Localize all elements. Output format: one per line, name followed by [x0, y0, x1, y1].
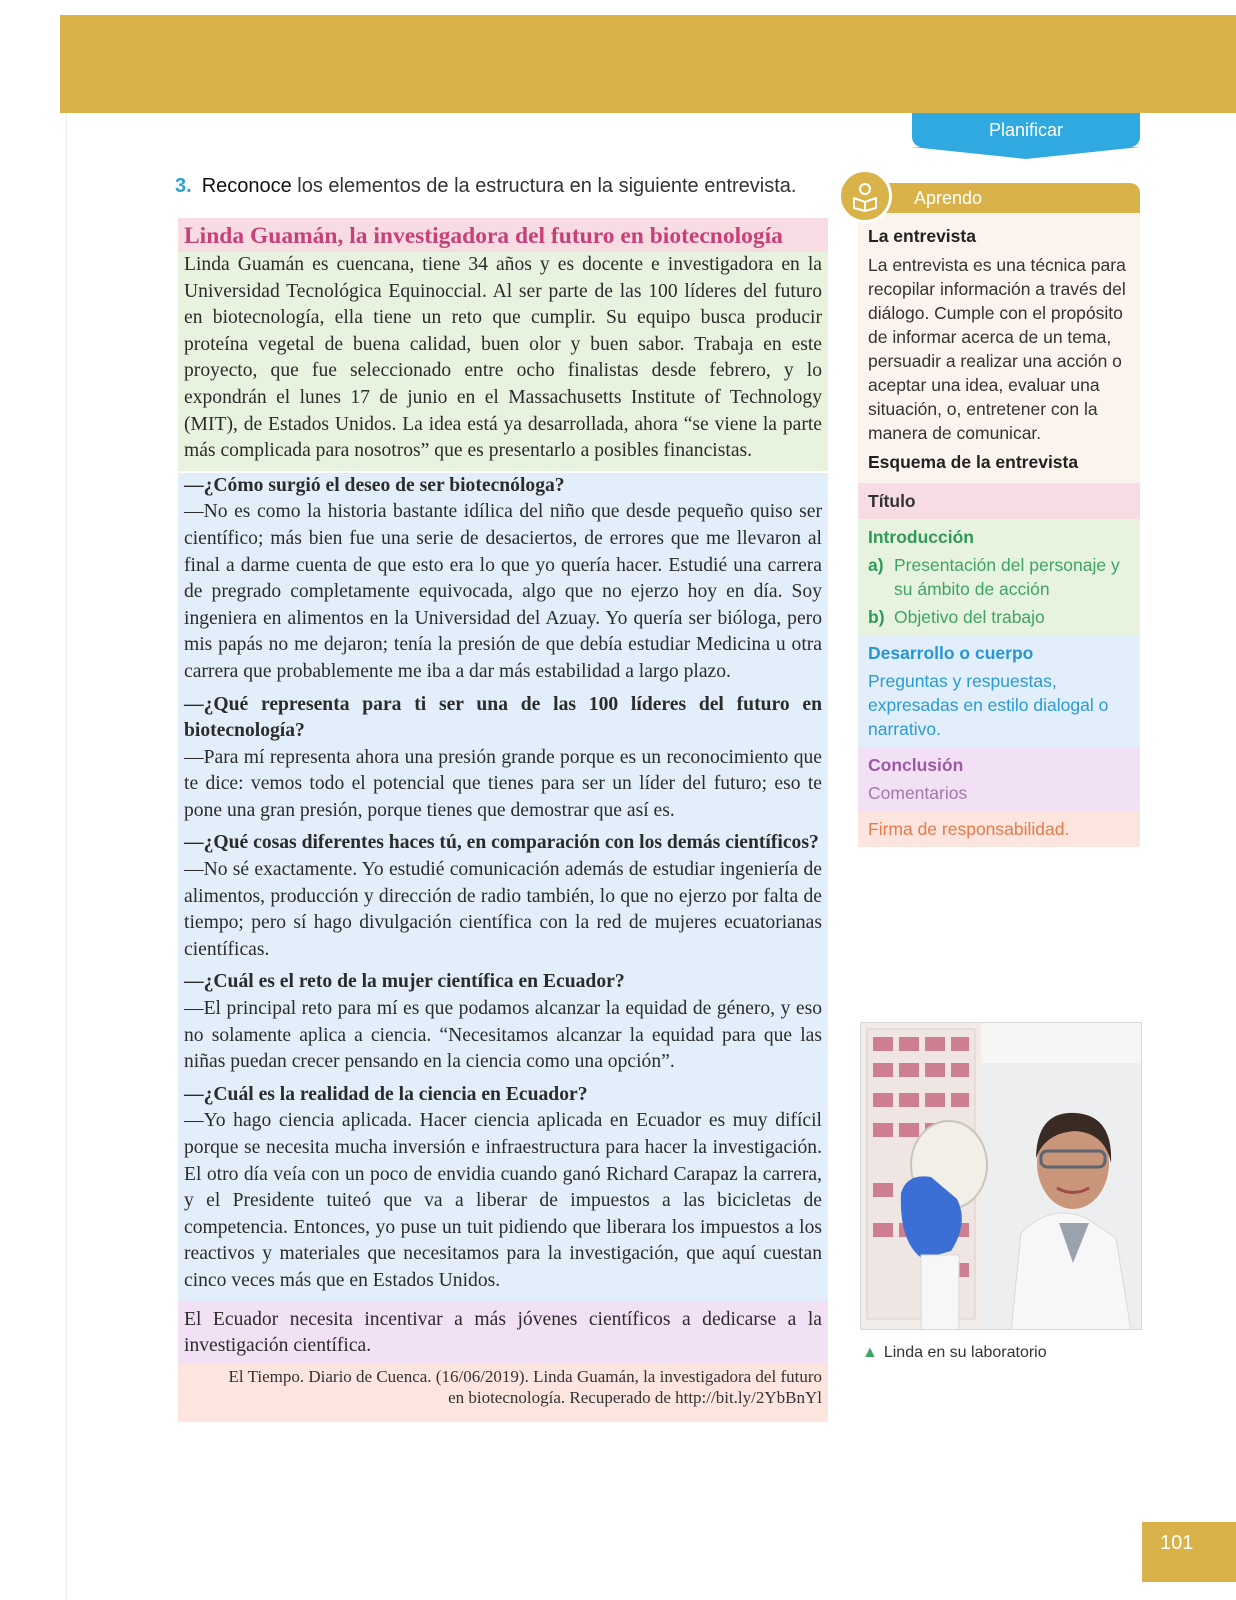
interview-article: [178, 218, 828, 1422]
intro-heading: Introducción: [868, 527, 974, 547]
schema-body: [858, 635, 1140, 747]
schema-heading: Esquema de la entrevista: [868, 452, 1079, 472]
article-conclusion-block: [178, 1301, 828, 1364]
question: —¿Qué cosas diferentes haces tú, en comparación con los demás científicos?: [184, 832, 819, 854]
answer: —Para mí representa ahora una presión grande porque es un reconocimiento que te dice: vemos todo el potencial que tienes para ser un líder del futuro; eso te pone una gran presión, porque tienes que demostrar que así es.: [184, 746, 822, 821]
conclusion-heading: Conclusión: [868, 755, 964, 775]
article-title-block: [178, 218, 828, 252]
question: —¿Cuál es el reto de la mujer científica en Ecuador?: [184, 971, 625, 993]
page-number: 101: [1142, 1522, 1236, 1582]
aprendo-header: [858, 183, 1140, 213]
article-intro: Linda Guamán es cuencana, tiene 34 años y es docente e investigadora en la Universidad Tecnológica Equinoccial. Al ser parte de las 100 líderes del futuro en biotecnología, ella tiene un reto que cumplir. Su equipo busca producir proteína vegetal de buena calidad, buen olor y buen sabor. Trabaja en este proyecto, que fue seleccionado entre ocho finalistas desde febrero, y lo expondrán el lunes 17 de junio en el Massachusetts Institute of Technology (MIT), de Estados Unidos. La idea está ya desarrollada, ahora “se viene la parte más complicada para nosotros” que es presentarlo a posibles financistas.: [184, 254, 822, 462]
triangle-icon: ▲: [862, 1344, 878, 1361]
schema-introduction: [858, 519, 1140, 635]
article-body-block: [178, 473, 828, 1301]
margin-line: [66, 113, 67, 1600]
aprendo-sidebar: [858, 183, 1140, 847]
answer: —Yo hago ciencia aplicada. Hacer ciencia aplicada en Ecuador es muy difícil porque se necesita mucha inversión e infraestructura para hacer la investigación. El otro día veía con un poco de envidia cuando ganó Richard Carapaz la carrera, y el Presidente tuiteó que va a liberar de impuestos a las bicicletas de competencia. Entonces, yo puse un tuit pidiendo que liberara los impuestos a los reactivos y materiales que necesitamos para la investigación, que aquí cuestan cinco veces más que en Estados Unidos.: [184, 1110, 822, 1291]
question: —¿Cómo surgió el deseo de ser biotecnóloga?: [184, 474, 565, 496]
sidebar-heading: La entrevista: [868, 226, 976, 246]
intro-item-label: b): [868, 607, 885, 627]
intro-item: [868, 553, 1130, 601]
body-text: Preguntas y respuestas, expresadas en estilo dialogal o narrativo.: [868, 671, 1109, 739]
photo-caption: [862, 1344, 1142, 1362]
schema-title: Título: [858, 483, 1140, 519]
sidebar-definition: La entrevista es una técnica para recopilar información a través del diálogo. Cumple con el propósito de informar acerca de un tema, persuadir a realizar una acción o aceptar una idea, evaluar una situación, o, entretener con la manera de comunicar.: [868, 255, 1126, 443]
section-tab: Planificar: [912, 113, 1140, 147]
article-conclusion: El Ecuador necesita incentivar a más jóvenes científicos a dedicarse a la investigación científica.: [184, 1308, 822, 1357]
answer: —El principal reto para mí es que podamos alcanzar la equidad de género, y eso no solamente aplica a ciencia. “Necesitamos alcanzar la equidad para que las niñas puedan crecer pensando en la ciencia como una opción”.: [184, 998, 822, 1073]
caption-text: Linda en su laboratorio: [883, 1344, 1047, 1361]
question: —¿Cuál es la realidad de la ciencia en Ecuador?: [184, 1083, 588, 1105]
instruction-keyword: Reconoce: [201, 175, 292, 197]
answer: —No sé exactamente. Yo estudié comunicación además de estudiar ingeniería de alimentos, producción y dirección de radio también, lo que no ejerzo por falta de tiempo; pero sí hago divulgación científica con la red de mujeres ecuatorianas científicas.: [184, 859, 822, 960]
aprendo-body: [858, 213, 1140, 483]
question: —¿Qué representa para ti ser una de las 100 líderes del futuro en biotecnología?: [184, 693, 822, 742]
article-source-block: [178, 1364, 828, 1422]
schema-conclusion: [858, 747, 1140, 811]
reading-person-icon: [838, 169, 892, 223]
activity-number: 3.: [175, 175, 192, 197]
intro-item-label: a): [868, 555, 884, 575]
conclusion-text: Comentarios: [868, 783, 968, 803]
instruction-text: los elementos de la estructura en la siguiente entrevista.: [291, 175, 797, 197]
header-band: [60, 15, 1236, 113]
source-line-2: en biotecnología. Recuperado de http://bit.ly/2YbBnYl: [448, 1387, 822, 1407]
article-source: [184, 1364, 822, 1422]
article-intro-block: [178, 252, 828, 471]
body-heading: Desarrollo o cuerpo: [868, 643, 1034, 663]
activity-instruction: [175, 175, 825, 198]
article-title: Linda Guamán, la investigadora del futuro en biotecnología: [184, 223, 783, 249]
aprendo-label: Aprendo: [914, 188, 983, 208]
intro-item-text: Presentación del personaje y su ámbito de acción: [894, 555, 1120, 599]
answer: —No es como la historia bastante idílica del niño que desde pequeño quiso ser científico; más bien fue una serie de desaciertos, de errores que me llevaron al final a darme cuenta de que esto era lo que yo quería hacer. Estudié una carrera de pregrado completamente equivocada, algo que no ejerzo hoy en día. Soy ingeniera en alimentos en la Universidad del Azuay. Yo quería ser bióloga, pero mis papás no me dejaron; tenía la presión de que debía estudiar Medicina u otra carrera que probablemente me iba a dar más estabilidad a largo plazo.: [184, 501, 822, 682]
schema-signature: Firma de responsabilidad.: [858, 811, 1140, 847]
intro-item-text: Objetivo del trabajo: [894, 607, 1045, 627]
lab-photo: [860, 1022, 1142, 1330]
source-line-1: El Tiempo. Diario de Cuenca. (16/06/2019). Linda Guamán, la investigadora del futuro: [228, 1366, 822, 1386]
intro-item: [868, 605, 1130, 629]
